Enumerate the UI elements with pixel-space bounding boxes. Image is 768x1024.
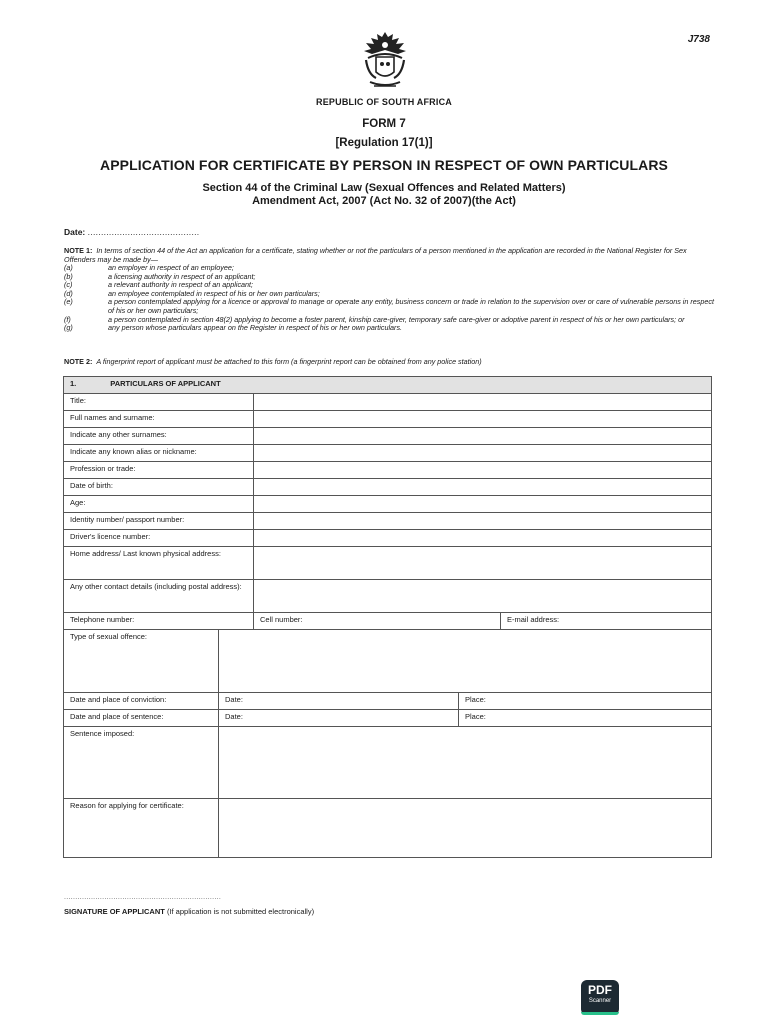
- table-row: [64, 547, 712, 580]
- section-reference-line1: Section 44 of the Criminal Law (Sexual Offences and Related Matters): [202, 182, 566, 194]
- cell-field[interactable]: Cell number:: [254, 613, 501, 630]
- table-row: [64, 727, 712, 799]
- table-row: [64, 445, 712, 462]
- note-2-text: A fingerprint report of applicant must be attached to this form (a fingerprint report can be obtained from any police station): [96, 357, 482, 366]
- reason-input[interactable]: [219, 799, 712, 858]
- email-field[interactable]: E-mail address:: [501, 613, 712, 630]
- note-1-list: [64, 264, 714, 333]
- alias-input[interactable]: [254, 445, 712, 462]
- list-item: (f) a person contemplated in section 48(2) applying to become a foster parent, kinship care-giver, temporary safe care-giver or adoptive parent in respect of his or her own particulars; or: [64, 314, 685, 324]
- dob-label: Date of birth:: [64, 479, 254, 496]
- list-item: (d) an employee contemplated in respect of his or her own particulars;: [64, 288, 320, 298]
- conviction-label: Date and place of conviction:: [64, 693, 219, 710]
- form-number: FORM 7: [362, 118, 406, 130]
- table-row: [64, 630, 712, 693]
- table-row: [64, 496, 712, 513]
- list-item: (g) any person whose particulars appear on the Register in respect of his or her own particulars.: [64, 323, 403, 333]
- badge-title: PDF: [588, 983, 612, 997]
- home-address-input[interactable]: [254, 547, 712, 580]
- table-row: [64, 710, 712, 727]
- home-address-label: Home address/ Last known physical address:: [64, 547, 254, 580]
- badge-accent-bar: [581, 1012, 619, 1015]
- form-code: J738: [687, 34, 710, 45]
- sentence-imposed-input[interactable]: [219, 727, 712, 799]
- note-2-label: NOTE 2:: [64, 357, 93, 366]
- other-surnames-label: Indicate any other surnames:: [64, 428, 254, 445]
- note-1-label: NOTE 1:: [64, 246, 93, 255]
- age-input[interactable]: [254, 496, 712, 513]
- age-label: Age:: [64, 496, 254, 513]
- table-header-row: [64, 377, 712, 394]
- badge-subtitle: Scanner: [588, 998, 612, 1004]
- title-label: Title:: [64, 394, 254, 411]
- id-number-input[interactable]: [254, 513, 712, 530]
- conviction-place-field[interactable]: Place:: [459, 693, 712, 710]
- telephone-field[interactable]: Telephone number:: [64, 613, 254, 630]
- note-2: [64, 357, 482, 366]
- particulars-table: [63, 376, 712, 858]
- drivers-licence-label: Driver's licence number:: [64, 530, 254, 547]
- table-row: [64, 580, 712, 613]
- list-item: (a) an employer in respect of an employee;: [64, 263, 234, 272]
- offence-type-input[interactable]: [219, 630, 712, 693]
- table-row: [64, 428, 712, 445]
- table-row: [64, 462, 712, 479]
- list-item: (e) a person contemplated applying for a licence or approval to manage or operate any entity, business concern or trade in relation to the supervision over or care of vulnerable persons in respect of his or her own particulars;: [64, 297, 714, 315]
- table-row: [64, 799, 712, 858]
- coat-of-arms-icon: [362, 30, 408, 92]
- dob-input[interactable]: [254, 479, 712, 496]
- reason-label: Reason for applying for certificate:: [64, 799, 219, 858]
- offence-type-label: Type of sexual offence:: [64, 630, 219, 693]
- signature-label: SIGNATURE OF APPLICANT (If application is not submitted electronically): [64, 907, 315, 916]
- date-dots: ..........................................: [87, 227, 200, 237]
- alias-label: Indicate any known alias or nickname:: [64, 445, 254, 462]
- table-row: [64, 479, 712, 496]
- section-header: 1. PARTICULARS OF APPLICANT: [64, 377, 712, 394]
- sentence-label: Date and place of sentence:: [64, 710, 219, 727]
- other-surnames-input[interactable]: [254, 428, 712, 445]
- sentence-date-field[interactable]: Date:: [219, 710, 459, 727]
- signature-line[interactable]: ......................................................................: [64, 894, 222, 901]
- date-label: Date:: [64, 227, 86, 237]
- profession-label: Profession or trade:: [64, 462, 254, 479]
- list-item: (c) a relevant authority in respect of an applicant;: [64, 280, 254, 290]
- table-row: [64, 394, 712, 411]
- country-name: REPUBLIC OF SOUTH AFRICA: [316, 97, 452, 107]
- note-1: [64, 247, 714, 264]
- sentence-place-field[interactable]: Place:: [459, 710, 712, 727]
- note-1-text: In terms of section 44 of the Act an application for a certificate, stating whether or not the particulars of a person mentioned in the application are recorded in the National Register for Sex Offenders may be made by—: [64, 246, 687, 264]
- table-row: [64, 411, 712, 428]
- full-names-input[interactable]: [254, 411, 712, 428]
- profession-input[interactable]: [254, 462, 712, 479]
- date-field[interactable]: [64, 227, 199, 237]
- table-row: [64, 513, 712, 530]
- table-row: [64, 693, 712, 710]
- table-row: [64, 613, 712, 630]
- other-contact-label: Any other contact details (including postal address):: [64, 580, 254, 613]
- full-names-label: Full names and surname:: [64, 411, 254, 428]
- form-title: APPLICATION FOR CERTIFICATE BY PERSON IN RESPECT OF OWN PARTICULARS: [99, 157, 668, 173]
- drivers-licence-input[interactable]: [254, 530, 712, 547]
- sentence-imposed-label: Sentence imposed:: [64, 727, 219, 799]
- conviction-date-field[interactable]: Date:: [219, 693, 459, 710]
- list-item: (b) a licensing authority in respect of an applicant;: [64, 271, 256, 281]
- pdf-scanner-badge[interactable]: [581, 980, 619, 1015]
- regulation: [Regulation 17(1)]: [335, 137, 433, 149]
- section-reference-line2: Amendment Act, 2007 (Act No. 32 of 2007)(the Act): [252, 195, 516, 207]
- table-row: [64, 530, 712, 547]
- title-input[interactable]: [254, 394, 712, 411]
- id-number-label: Identity number/ passport number:: [64, 513, 254, 530]
- other-contact-input[interactable]: [254, 580, 712, 613]
